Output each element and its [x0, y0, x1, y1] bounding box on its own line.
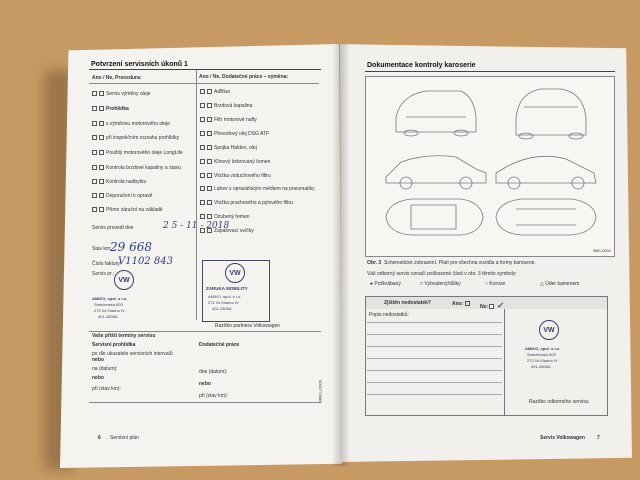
extra-work-header: Dodatečné práce [199, 342, 240, 348]
defect-found-label: Zjištěn nedostatek? [384, 300, 431, 306]
dealer-stamp-left: VW AMIKO, spol. s r.o. Smečenská 603 272 04 Kladno IV 401-2805A [90, 272, 146, 328]
col-left-header: Ano / Ne, Procedura: [92, 75, 142, 81]
legend-item: △ Úder kamenem [540, 281, 580, 287]
legend-item: □ Vyboulený/důlky [420, 281, 461, 287]
list-item: Brzdová kapalina [200, 103, 252, 109]
list-item: Klínový žebrovaný řemen [200, 159, 270, 165]
defect-description-label: Popis nedostatků: [369, 312, 409, 318]
list-item: s výměnou motorového oleje [92, 121, 170, 127]
figure-caption: Schematické zobrazení. Platí pro všechna vozidla a formy karoserie. [384, 260, 536, 266]
defect-no[interactable]: Ne: ✓ [480, 300, 504, 310]
service-date: 2 5 - 11 - 2018 [163, 221, 230, 231]
list-item: Vložka prachového a pylového filtru [200, 200, 293, 206]
list-item: Lahev s opravářským médiem na pneumatiky [200, 186, 315, 192]
list-item: Spojka Haldex, olej [200, 145, 257, 151]
left-footer: Servisní plán [110, 435, 139, 441]
side-code: 0000T70985 [318, 380, 323, 403]
vw-logo-icon: VW [225, 263, 245, 283]
list-item: Vložka vzduchového filtru [200, 173, 271, 179]
list-item: Přímo záruční na základě [92, 207, 163, 213]
car-diagram [365, 76, 615, 257]
invoice-label: Číslo faktury: [92, 261, 122, 267]
left-page-number: 6 [98, 435, 101, 441]
legend-item: ○ Koroze [485, 281, 506, 287]
right-page-number: 7 [597, 435, 600, 441]
list-item: Zapalovací svíčky [200, 228, 254, 234]
defect-yes[interactable]: Ano: [452, 301, 472, 307]
list-item: Kontrola brzdové kapaliny a stavu [92, 165, 181, 171]
image-code: B8S-0002 [593, 248, 611, 253]
right-page-title: Dokumentace kontroly karoserie [367, 62, 476, 69]
list-item: Ozubený řemen [200, 214, 250, 220]
list-item: Použitý motorového oleje LongLife [92, 150, 183, 156]
vw-logo-icon: VW [539, 320, 559, 340]
left-page-title: Potvrzení servisních úkonů 1 [91, 61, 188, 68]
list-item: AdBlue [200, 89, 230, 95]
list-item: Servis výměny oleje [92, 91, 150, 97]
km-value: 29 668 [110, 240, 152, 254]
partner-stamp-label: Razítko partnera Volkswagen [215, 323, 281, 329]
right-footer: Servis Volkswagen [540, 435, 585, 441]
list-item: Servis provedl dne [92, 225, 134, 231]
list-item: při inspekčním rozsahu prohlídky [92, 135, 179, 141]
figure-number: Obr. 3 [367, 260, 382, 266]
invoice-value: V1102 843 [118, 256, 173, 267]
service-stamp-label: Razítko odborného servisu [529, 399, 589, 405]
next-service-header: Vaše příští termíny servisu [92, 333, 156, 339]
list-item: Doporučení k opravě [92, 193, 152, 199]
list-item: Prohlídka [92, 106, 129, 112]
list-item: Kontrola nadbytku [92, 179, 146, 185]
inspection-header: Servisní prohlídka [92, 342, 136, 348]
car-silhouettes [366, 77, 616, 258]
list-item: Filtr motorové nafty [200, 117, 257, 123]
km-label: Stav km: [92, 246, 112, 252]
legend-intro: Váš odborný servis označí poškozené části v obr. 3 těmito symboly: [367, 271, 517, 277]
vw-logo-icon: VW [114, 270, 134, 290]
legend-item: ● Poškrábaný [370, 281, 401, 287]
list-item: Převodový olej DSG ATF [200, 131, 269, 137]
col-right-header: Ano / Ne, Dodatečné práce – výměna: [199, 74, 289, 80]
dealer-stamp-mobility: VW ZÁRUKA MOBILITY AMIKO, spol. s r.o. 272 04 Kladno IV 401-2805A [202, 260, 270, 322]
service-label: Servis pr.: [92, 271, 115, 277]
dealer-stamp-right: VW AMIKO, spol. s r.o. Smečenská 603 272 04 Kladno IV 401-2805A [521, 318, 579, 376]
book-gutter [332, 44, 350, 466]
